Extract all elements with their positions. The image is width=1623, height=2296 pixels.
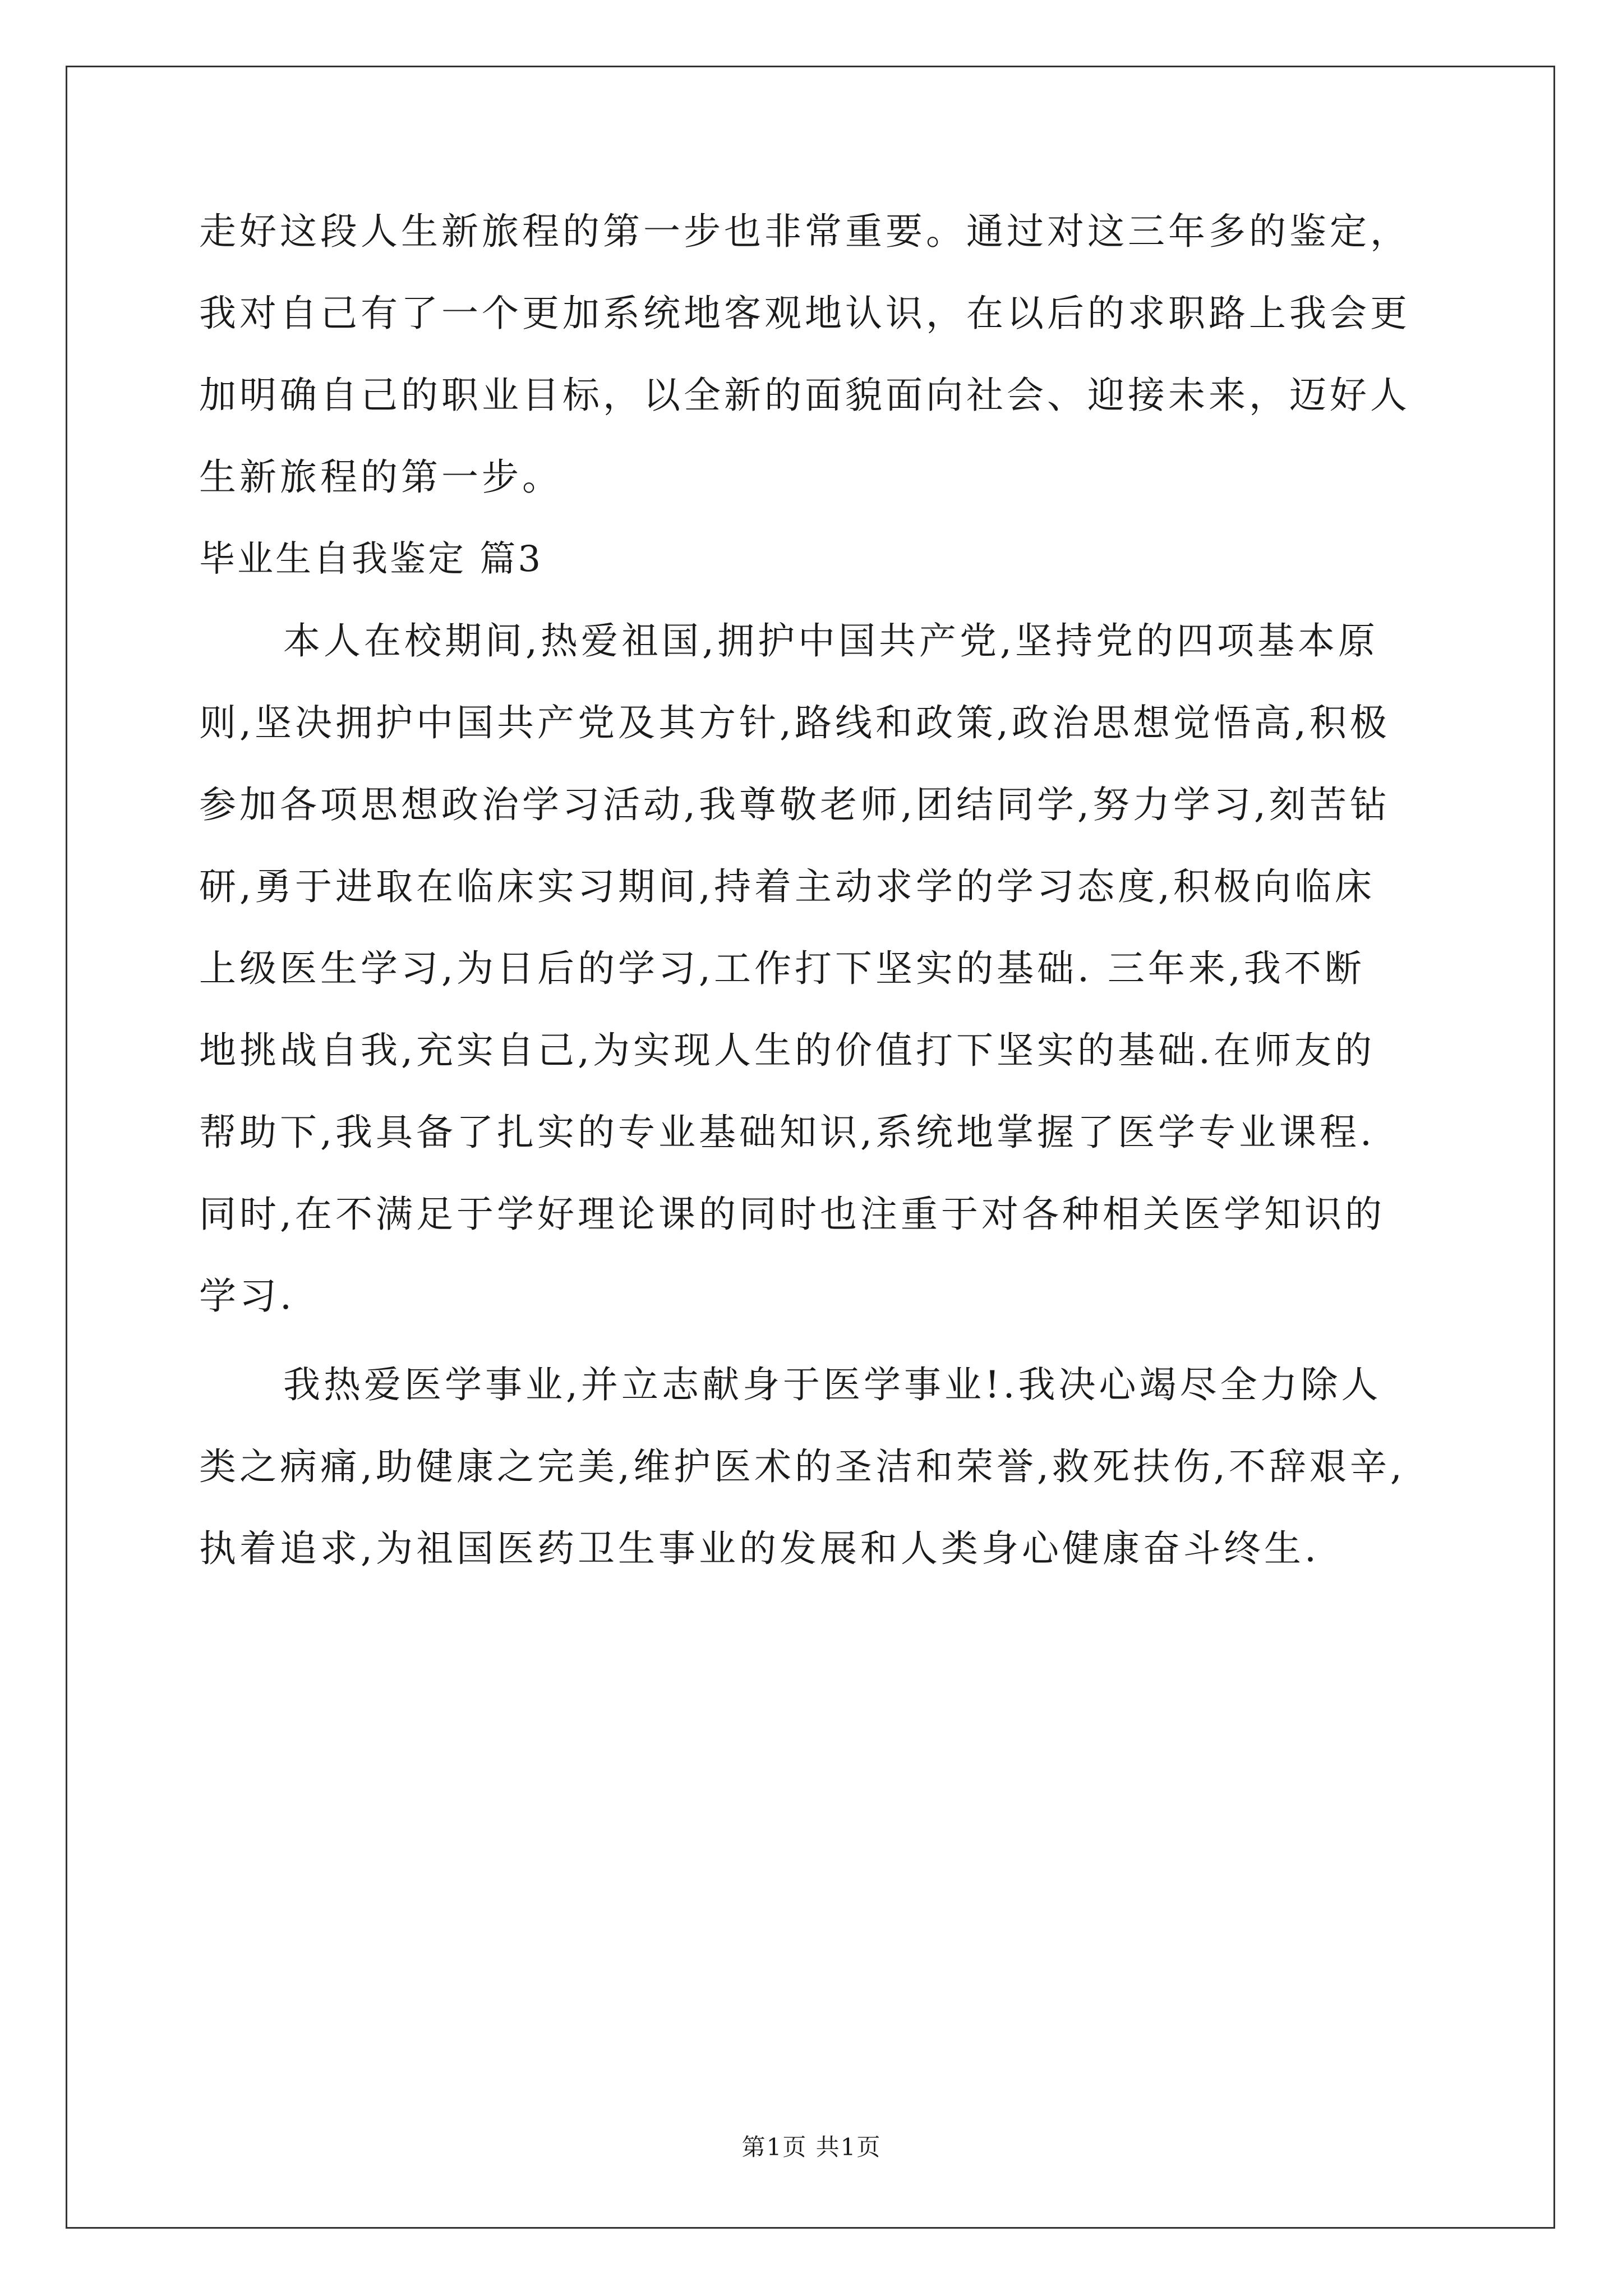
- text-line: 则,坚决拥护中国共产党及其方针,路线和政策,政治思想觉悟高,积极: [199, 701, 1390, 744]
- text-line: 我热爱医学事业,并立志献身于医学事业!.我决心竭尽全力除人: [283, 1363, 1382, 1406]
- text-line: 执着追求,为祖国医药卫生事业的发展和人类身心健康奋斗终生.: [199, 1527, 1320, 1570]
- text-line: 走好这段人生新旅程的第一步也非常重要。通过对这三年多的鉴定，: [199, 210, 1410, 253]
- document-body: [199, 191, 1427, 1590]
- text-line: 生新旅程的第一步。: [199, 455, 562, 499]
- text-line: 类之病痛,助健康之完美,维护医术的圣洁和荣誉,救死扶伤,不辞艰辛,: [199, 1445, 1405, 1488]
- paragraph-1: [199, 600, 1427, 1337]
- continued-paragraph: [199, 191, 1427, 518]
- text-line: 上级医生学习,为日后的学习,工作打下坚实的基础. 三年来,我不断: [199, 947, 1365, 990]
- section-heading: 毕业生自我鉴定 篇3: [199, 539, 543, 580]
- text-line: 学习.: [199, 1274, 295, 1318]
- text-line: 帮助下,我具备了扎实的专业基础知识,系统地掌握了医学专业课程.: [199, 1111, 1375, 1154]
- text-line: 同时,在不满足于学好理论课的同时也注重于对各种相关医学知识的: [199, 1193, 1385, 1236]
- text-line: 本人在校期间,热爱祖国,拥护中国共产党,坚持党的四项基本原: [283, 619, 1378, 662]
- text-line: 地挑战自我,充实自己,为实现人生的价值打下坚实的基础.在师友的: [199, 1029, 1375, 1072]
- text-line: 加明确自己的职业目标，以全新的面貌面向社会、迎接未来，迈好人: [199, 374, 1410, 417]
- page-number-footer: 第1页 共1页: [741, 2133, 882, 2161]
- text-line: 参加各项思想政治学习活动,我尊敬老师,团结同学,努力学习,刻苦钻: [199, 783, 1390, 826]
- paragraph-2: [199, 1344, 1427, 1590]
- text-line: 研,勇于进取在临床实习期间,持着主动求学的学习态度,积极向临床: [199, 865, 1375, 908]
- text-line: 我对自己有了一个更加系统地客观地认识，在以后的求职路上我会更: [199, 292, 1410, 335]
